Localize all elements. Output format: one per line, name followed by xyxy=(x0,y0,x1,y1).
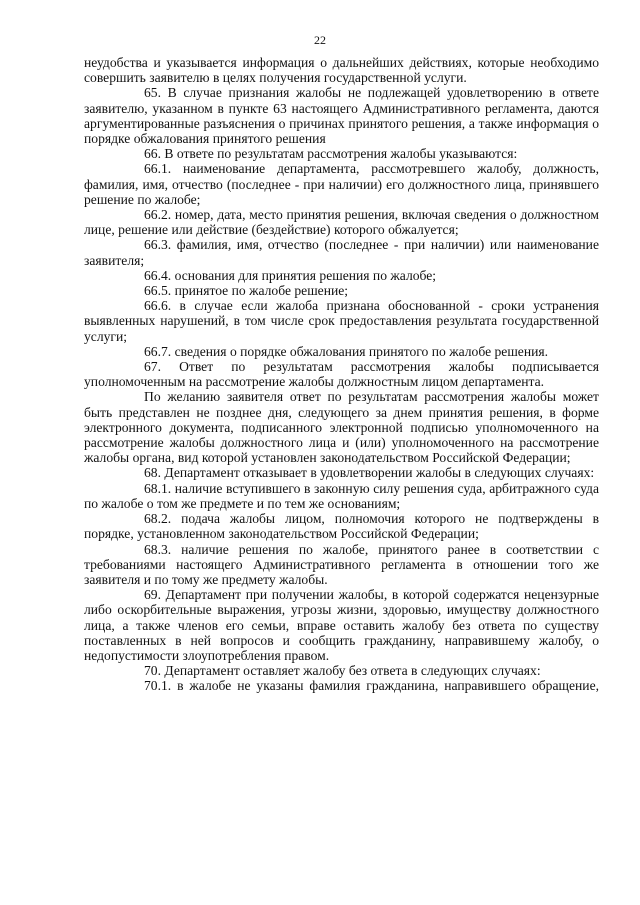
paragraph-66-1: 66.1. наименование департамента, рассмотревшего жалобу, должность, фамилия, имя, отчество (последнее - при наличии) его должностного лица, принявшего решение по жалобе; xyxy=(84,161,599,207)
paragraph-67: 67. Ответ по результатам рассмотрения жалобы подписывается уполномоченным на рассмотрение жалобы должностным лицом департамента. xyxy=(84,359,599,390)
paragraph-66-6: 66.6. в случае если жалоба признана обоснованной - сроки устранения выявленных нарушений, в том числе срок предоставления результата государственной услуги; xyxy=(84,298,599,344)
page-number: 22 xyxy=(314,33,326,47)
paragraph-66-7: 66.7. сведения о порядке обжалования принятого по жалобе решения. xyxy=(144,343,549,359)
paragraph-66-2: 66.2. номер, дата, место принятия решения, включая сведения о должностном лице, решение или действие (бездействие) которого обжалуется; xyxy=(84,207,599,238)
document-body xyxy=(84,55,599,694)
paragraph-continuation: неудобства и указывается информация о дальнейших действиях, которые необходимо совершить заявителю в целях получения государственной услуги. xyxy=(84,55,599,86)
paragraph-69: 69. Департамент при получении жалобы, в которой содержатся нецензурные либо оскорбительные выражения, угрозы жизни, здоровью, имуществу должностного лица, а также членов его семьи, вправе оставить жалобу без ответа по существу поставленных в ней вопросов и сообщить гражданину, направившему жалобу, о недопустимости злоупотребления правом. xyxy=(84,587,599,663)
paragraph-68: 68. Департамент отказывает в удовлетворении жалобы в следующих случаях: xyxy=(144,465,595,481)
paragraph-70-1: 70.1. в жалобе не указаны фамилия гражданина, направившего обращение, xyxy=(144,678,599,694)
paragraph-70: 70. Департамент оставляет жалобу без ответа в следующих случаях: xyxy=(144,663,541,679)
paragraph-68-1: 68.1. наличие вступившего в законную силу решения суда, арбитражного суда по жалобе о том же предмете и по тем же основаниям; xyxy=(84,480,599,511)
paragraph-66-3: 66.3. фамилия, имя, отчество (последнее - при наличии) или наименование заявителя; xyxy=(84,237,599,268)
paragraph-68-2: 68.2. подача жалобы лицом, полномочия которого не подтверждены в порядке, установленном законодательством Российской Федерации; xyxy=(84,511,599,542)
paragraph-65: 65. В случае признания жалобы не подлежащей удовлетворению в ответе заявителю, указанном в пункте 63 настоящего Административного регламента, даются аргументированные разъяснения о причинах принятого решения, а также информация о порядке обжалования принятого решения xyxy=(84,85,599,147)
paragraph-66-5: 66.5. принятое по жалобе решение; xyxy=(144,283,349,299)
paragraph-67-electronic: По желанию заявителя ответ по результатам рассмотрения жалобы может быть представлен не позднее дня, следующего за днем принятия решения, в форме электронного документа, подписанного электронной подписью уполномоченного на рассмотрение жалобы должностного лица и (или) уполномоченного на рассмотрение жалобы органа, вид которой установлен законодательством Российской Федерации; xyxy=(84,389,599,466)
paragraph-66: 66. В ответе по результатам рассмотрения жалобы указываются: xyxy=(144,146,518,162)
paragraph-66-4: 66.4. основания для принятия решения по жалобе; xyxy=(144,267,437,283)
paragraph-68-3: 68.3. наличие решения по жалобе, принятого ранее в соответствии с требованиями настоящего Административного регламента в отношении того же заявителя и по тому же предмету жалобы. xyxy=(84,541,599,587)
